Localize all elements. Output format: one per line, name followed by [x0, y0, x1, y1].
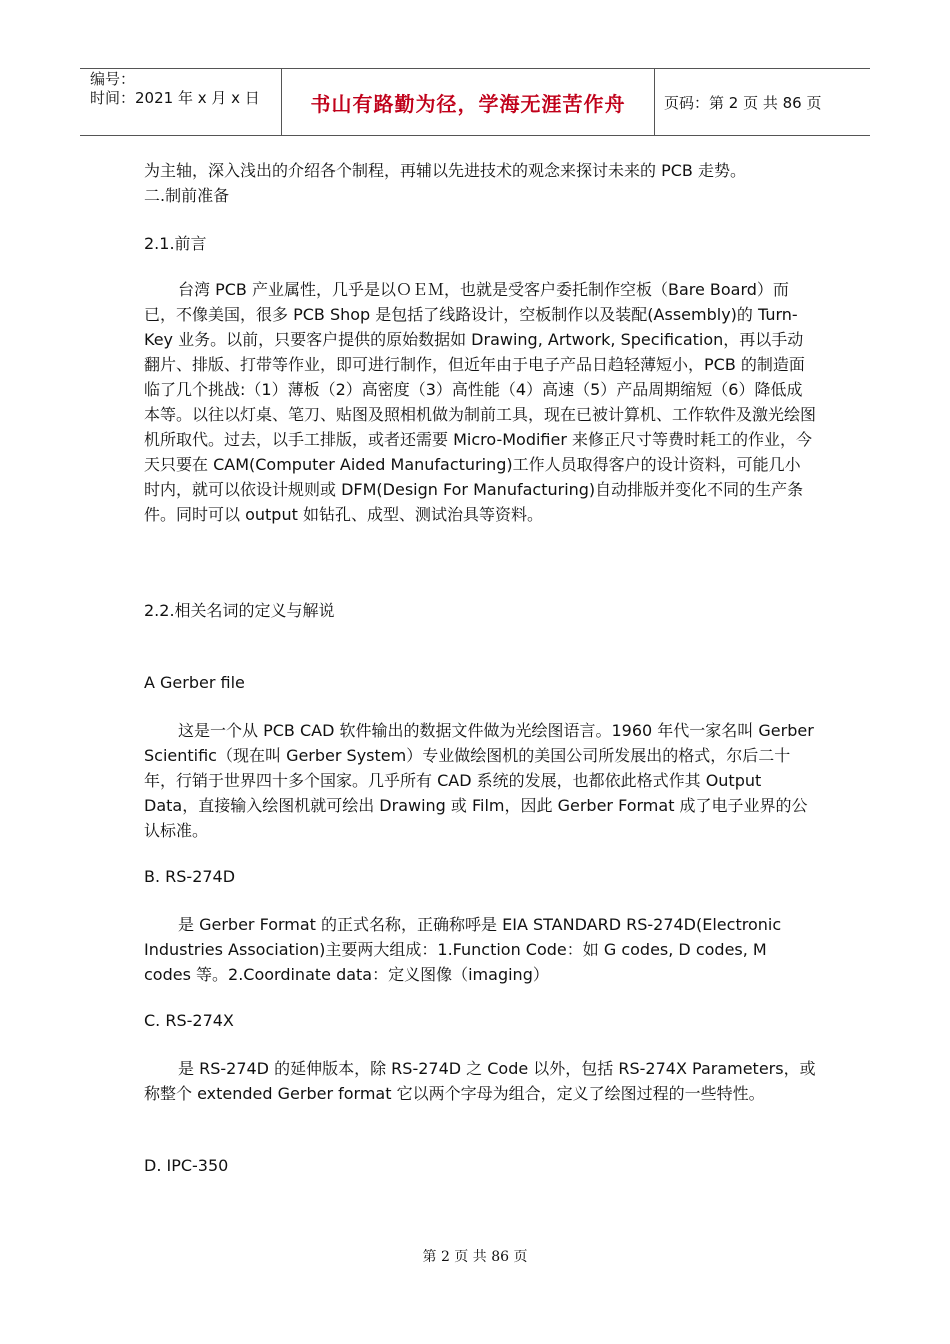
header-meta	[90, 70, 260, 108]
heading-prep: 二.制前准备	[144, 186, 230, 205]
paragraph-gerber-file: 这是一个从 PCB CAD 软件输出的数据文件做为光绘图语言。1960 年代一家名叫 Gerber Scientific（现在叫 Gerber System）专业做绘图机的美国公司所发展出的格式，尔后二十年，行销于世界四十多个国家。几乎所有 CAD 系统的发展，也都依此格式作其 Output Data，直接输入绘图机就可绘出 Drawing 或 Film，因此 Gerber Format 成了电子业界的公认标准。	[144, 721, 814, 840]
paragraph-2-1: 台湾 PCB 产业属性，几乎是以ＯＥＭ，也就是受客户委托制作空板（Bare Board）而已，不像美国，很多 PCB Shop 是包括了线路设计，空板制作以及装配(Assembly)的 Turn-Key 业务。以前，只要客户提供的原始数据如 Drawing, Artwork, Specification，再以手动翻片、排版、打带等作业，即可进行制作，但近年由于电子产品日趋轻薄短小，PCB 的制造面临了几个挑战:（1）薄板（2）高密度（3）高性能（4）高速（5）产品周期缩短（6）降低成本等。以往以灯桌、笔刀、贴图及照相机做为制前工具，现在已被计算机、工作软件及激光绘图机所取代。过去，以手工排版，或者还需要 Micro-Modifier 来修正尺寸等费时耗工的作业，今天只要在 CAM(Computer Aided Manufacturing)工作人员取得客户的设计资料，可能几小时内，就可以依设计规则或 DFM(Design For Manufacturing)自动排版并变化不同的生产条件。同时可以 output 如钻孔、成型、测试治具等资料。	[144, 280, 817, 524]
header-page-info: 页码：第 2 页 共 86 页	[664, 94, 822, 112]
header-bottom-border	[80, 135, 870, 136]
page-footer: 第 2 页 共 86 页	[422, 1249, 528, 1265]
heading-ipc350: D. IPC-350	[144, 1156, 229, 1175]
heading-gerber-file: A Gerber file	[144, 673, 245, 692]
heading-2-2: 2.2.相关名词的定义与解说	[144, 601, 335, 620]
number-label: 编号：	[90, 70, 136, 88]
paragraph-intro-continued: 为主轴，深入浅出的介绍各个制程，再辅以先进技术的观念来探讨未来的 PCB 走势。	[144, 161, 746, 180]
heading-rs274d: B. RS-274D	[144, 867, 236, 886]
heading-2-1: 2.1.前言	[144, 234, 207, 253]
header-top-border	[80, 68, 870, 69]
paragraph-rs274x: 是 RS-274D 的延伸版本，除 RS-274D 之 Code 以外，包括 RS-274X Parameters，或称整个 extended Gerber format 它以两个字母为组合，定义了绘图过程的一些特性。	[144, 1059, 816, 1103]
header-motto: 书山有路勤为径，学海无涯苦作舟	[310, 92, 626, 116]
heading-rs274x: C. RS-274X	[144, 1011, 234, 1030]
date-line: 时间：2021 年 x 月 x 日	[90, 89, 260, 107]
header-divider	[654, 68, 655, 136]
paragraph-rs274d: 是 Gerber Format 的正式名称，正确称呼是 EIA STANDARD RS-274D(Electronic Industries Association)主要两大组成：1.Function Code：如 G codes, D codes, M codes 等。2.Coordinate data：定义图像（imaging）	[144, 915, 782, 984]
